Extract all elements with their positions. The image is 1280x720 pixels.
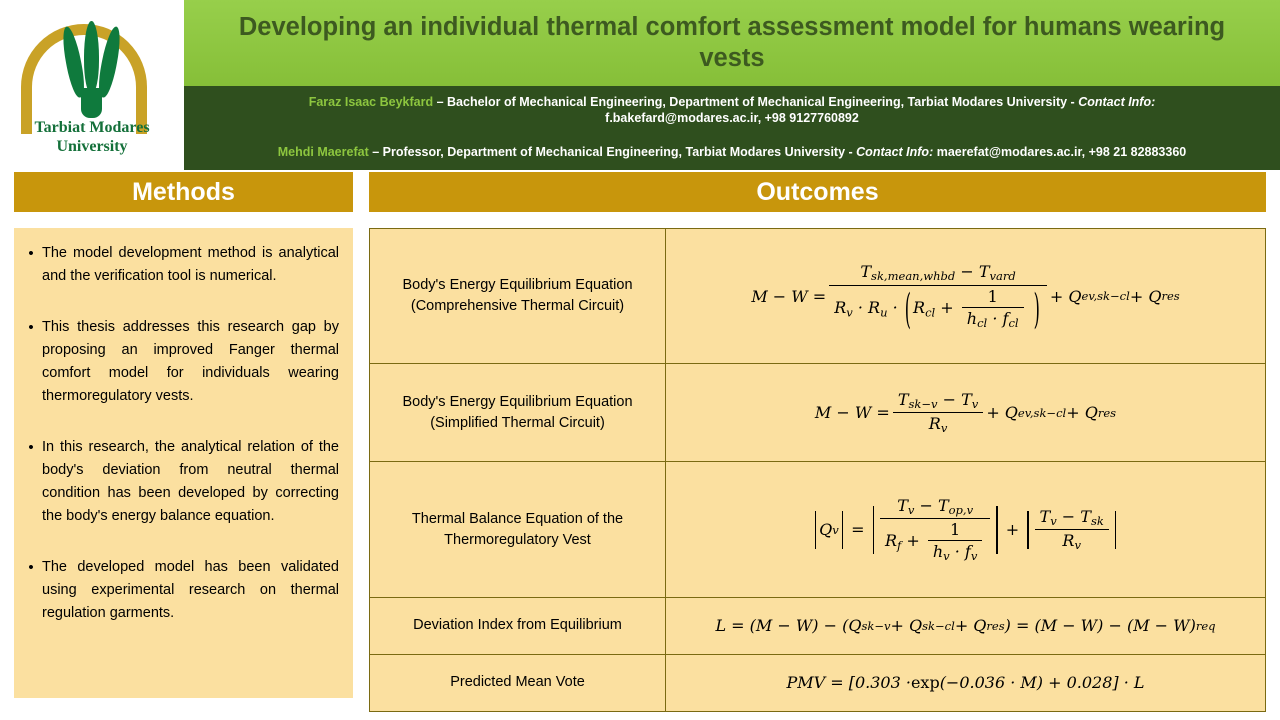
section-header-methods: Methods [14,172,353,212]
author-role: – Professor, Department of Mechanical Engineering, Tarbiat Modares University - [372,145,853,159]
page-title: Developing an individual thermal comfort assessment model for humans wearing vests [238,13,1226,72]
list-item-text: In this research, the analytical relation of the body's deviation from neutral thermal condition has been developed by correcting the body's energy balance equation. [42,439,339,524]
contact-label: Contact Info: [1078,95,1156,109]
logo-graphic [7,10,177,160]
row-equation: L = (M − W) − (Q sk−v + Q sk−cl + Q res ) = (M − W) − (M − W) req [666,597,1266,654]
bullet-icon: • [28,245,34,262]
author-name: Mehdi Maerefat [277,145,369,159]
bullet-icon: • [28,559,34,576]
poster-header [0,0,1280,170]
table-row [370,364,1266,462]
list-item-text: The developed model has been validated using experimental research on thermal regulation garments. [42,559,339,621]
list-item-text: The model development method is analytical and the verification tool is numerical. [42,245,339,284]
list-item [20,436,343,528]
table-row [370,462,1266,597]
poster-title-band [184,0,1280,86]
table-row [370,597,1266,654]
row-equation: M − W = $\frac{T_{sk-v} - T_v}{R_v}$ + Q ev,sk−cl + Q res [666,364,1266,462]
author-line [194,144,1270,160]
table-row [370,654,1266,711]
logo-text-line2: University [56,138,128,155]
contact-value: f.bakefard@modares.ac.ir, +98 9127760892 [605,111,859,125]
university-logo [0,0,184,170]
row-label: Body's Energy Equilibrium Equation (Simplified Thermal Circuit) [370,364,666,462]
row-label: Thermal Balance Equation of the Thermoregulatory Vest [370,462,666,597]
author-line [194,94,1270,126]
row-equation: Q v = $T_v - T_{op,v}$ $R_f$ + $\frac{1}{h_v \cdot f_v}$ + $\frac{T_v - T_{sk}}{R_v}$ [666,462,1266,597]
section-header-outcomes: Outcomes [369,172,1266,212]
list-item [20,556,343,625]
logo-text [7,118,177,156]
list-item-text: This thesis addresses this research gap by proposing an improved Fanger thermal comfort model for individuals wearing thermoregulatory vests. [42,319,339,404]
contact-label: Contact Info: [856,145,934,159]
outcomes-table [369,228,1266,712]
authors-band [184,86,1280,170]
bullet-icon: • [28,439,34,456]
list-item [20,242,343,288]
methods-list [20,242,343,625]
author-name: Faraz Isaac Beykfard [308,95,434,109]
row-label: Predicted Mean Vote [370,654,666,711]
list-item [20,316,343,408]
logo-stem-icon [81,88,102,118]
row-equation: PMV = [0.303 · exp (−0.036 · M) + 0.028] · L [666,654,1266,711]
row-label: Deviation Index from Equilibrium [370,597,666,654]
author-role: – Bachelor of Mechanical Engineering, Department of Mechanical Engineering, Tarbiat Modares University - [436,95,1075,109]
contact-value: maerefat@modares.ac.ir, +98 21 82883360 [936,145,1187,159]
bullet-icon: • [28,319,34,336]
table-row [370,229,1266,364]
row-label: Body's Energy Equilibrium Equation (Comprehensive Thermal Circuit) [370,229,666,364]
row-equation: M − W = $T_{sk,mean,whbd} - T_{vard}$ $R_v \cdot R_u$ · ( $R_{cl}$ + $\frac{1}{h_{cl} \cdot f_{cl}}$ ) + Q ev,sk−cl + Q res [666,229,1266,364]
logo-text-line1: Tarbiat Modares [34,119,150,136]
logo-leaf-icon [84,21,99,93]
methods-panel [14,228,353,698]
